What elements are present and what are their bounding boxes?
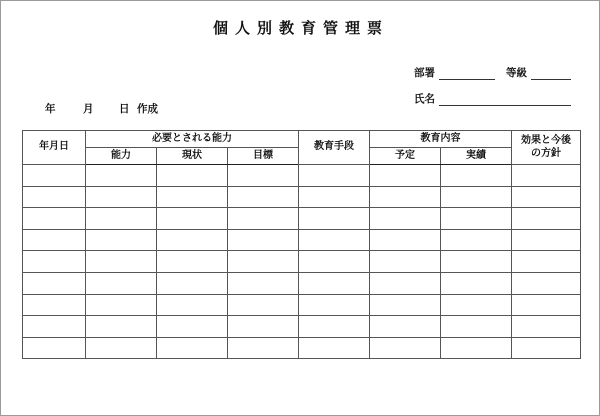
table-cell[interactable] [86, 165, 157, 187]
header-effect-line1: 効果と今後 [521, 135, 571, 146]
table-cell[interactable] [512, 186, 581, 208]
header-method: 教育手段 [299, 131, 370, 165]
name-line[interactable] [439, 95, 571, 106]
table-cell[interactable] [23, 186, 86, 208]
table-cell[interactable] [157, 251, 228, 273]
header-result: 実績 [441, 148, 512, 165]
table-cell[interactable] [370, 272, 441, 294]
table-cell[interactable] [441, 208, 512, 230]
table-row [23, 316, 581, 338]
table-cell[interactable] [512, 272, 581, 294]
table-cell[interactable] [157, 294, 228, 316]
table-cell[interactable] [228, 251, 299, 273]
table-cell[interactable] [86, 251, 157, 273]
page-title: 個人別教育管理票 [212, 19, 389, 37]
table-cell[interactable] [157, 186, 228, 208]
table-cell[interactable] [512, 251, 581, 273]
table-cell[interactable] [299, 165, 370, 187]
table-cell[interactable] [228, 229, 299, 251]
table-cell[interactable] [441, 272, 512, 294]
table-cell[interactable] [157, 208, 228, 230]
table-row [23, 165, 581, 187]
header-required-ability: 必要とされる能力 [86, 131, 299, 148]
table-cell[interactable] [23, 165, 86, 187]
table-cell[interactable] [23, 208, 86, 230]
table-cell[interactable] [512, 165, 581, 187]
education-table [22, 130, 581, 359]
table-cell[interactable] [299, 272, 370, 294]
table-cell[interactable] [228, 316, 299, 338]
table-cell[interactable] [441, 294, 512, 316]
header-current: 現状 [157, 148, 228, 165]
table-cell[interactable] [228, 186, 299, 208]
table-cell[interactable] [512, 337, 581, 359]
table-cell[interactable] [441, 337, 512, 359]
date-year-label: 年 [45, 103, 56, 115]
table-cell[interactable] [157, 229, 228, 251]
table-cell[interactable] [23, 272, 86, 294]
table-cell[interactable] [228, 165, 299, 187]
table-row [23, 272, 581, 294]
table-cell[interactable] [86, 337, 157, 359]
table-row [23, 229, 581, 251]
department-field [414, 65, 495, 80]
header-effect-line2: の方針 [531, 147, 561, 159]
table-cell[interactable] [441, 186, 512, 208]
table-cell[interactable] [157, 337, 228, 359]
table-cell[interactable] [157, 316, 228, 338]
table-cell[interactable] [157, 272, 228, 294]
table-row [23, 251, 581, 273]
table-cell[interactable] [370, 251, 441, 273]
table-cell[interactable] [86, 294, 157, 316]
table-cell[interactable] [512, 316, 581, 338]
table-cell[interactable] [86, 316, 157, 338]
header-target: 目標 [228, 148, 299, 165]
date-day-label: 日 [119, 103, 130, 115]
table-row [23, 208, 581, 230]
table-cell[interactable] [228, 272, 299, 294]
table-cell[interactable] [299, 208, 370, 230]
table-cell[interactable] [299, 337, 370, 359]
table-cell[interactable] [441, 251, 512, 273]
date-line [45, 101, 158, 116]
table-cell[interactable] [512, 229, 581, 251]
department-label: 部署 [414, 67, 435, 79]
header-date: 年月日 [23, 131, 86, 165]
table-cell[interactable] [23, 337, 86, 359]
table-cell[interactable] [370, 337, 441, 359]
table-cell[interactable] [299, 294, 370, 316]
name-label: 氏名 [414, 93, 435, 105]
header-content: 教育内容 [370, 131, 512, 148]
table-cell[interactable] [23, 316, 86, 338]
table-cell[interactable] [512, 294, 581, 316]
name-field [414, 91, 571, 106]
grade-line[interactable] [531, 69, 571, 80]
header-effect [512, 131, 581, 165]
table-cell[interactable] [228, 208, 299, 230]
table-cell[interactable] [228, 337, 299, 359]
table-cell[interactable] [370, 294, 441, 316]
table-cell[interactable] [370, 208, 441, 230]
department-line[interactable] [439, 69, 495, 80]
table-cell[interactable] [23, 294, 86, 316]
table-body [23, 165, 581, 359]
table-row [23, 186, 581, 208]
table-cell[interactable] [441, 165, 512, 187]
header-ability: 能力 [86, 148, 157, 165]
table-cell[interactable] [441, 316, 512, 338]
table-cell[interactable] [299, 316, 370, 338]
table-cell[interactable] [512, 208, 581, 230]
grade-field [506, 65, 571, 80]
table-cell[interactable] [370, 316, 441, 338]
table-cell[interactable] [157, 165, 228, 187]
table-cell[interactable] [228, 294, 299, 316]
table-cell[interactable] [86, 229, 157, 251]
table-cell[interactable] [370, 229, 441, 251]
table-cell[interactable] [23, 229, 86, 251]
table-cell[interactable] [370, 165, 441, 187]
table-cell[interactable] [370, 186, 441, 208]
header-plan: 予定 [370, 148, 441, 165]
table-row [23, 337, 581, 359]
date-created-label: 作成 [137, 103, 158, 115]
table-cell[interactable] [86, 186, 157, 208]
grade-label: 等級 [506, 67, 527, 79]
date-month-label: 月 [83, 103, 94, 115]
table-row [23, 294, 581, 316]
table-cell[interactable] [86, 272, 157, 294]
table-cell[interactable] [299, 186, 370, 208]
table-cell[interactable] [86, 208, 157, 230]
table-cell[interactable] [441, 229, 512, 251]
table-cell[interactable] [23, 251, 86, 273]
table-cell[interactable] [299, 251, 370, 273]
table-cell[interactable] [299, 229, 370, 251]
